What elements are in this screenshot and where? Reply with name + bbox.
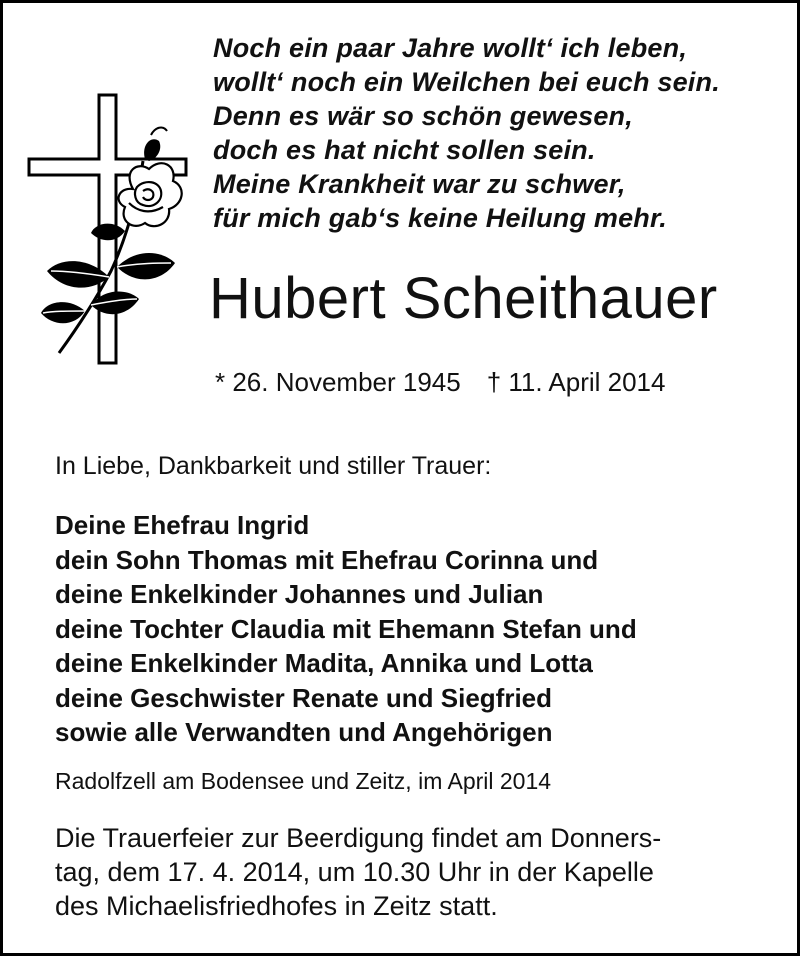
mourner-line: deine Enkelkinder Madita, Annika und Lotta: [55, 648, 593, 678]
poem: [213, 31, 783, 235]
mourner-line: deine Enkelkinder Johannes und Julian: [55, 579, 544, 609]
death-date: † 11. April 2014: [486, 367, 666, 397]
poem-line: wollt‘ noch ein Weilchen bei euch sein.: [213, 67, 720, 97]
deceased-name: Hubert Scheithauer: [209, 266, 718, 331]
poem-line: Noch ein paar Jahre wollt‘ ich leben,: [213, 33, 688, 63]
intro-line: In Liebe, Dankbarkeit und stiller Trauer:: [55, 452, 492, 480]
ceremony-line: des Michaelisfriedhofes in Zeitz statt.: [55, 891, 498, 921]
mourner-line: sowie alle Verwandten und Angehörigen: [55, 717, 553, 747]
ceremony-line: Die Trauerfeier zur Beerdigung findet am Donners-: [55, 823, 662, 853]
funeral-ceremony-info: [55, 821, 795, 923]
life-dates: [215, 367, 665, 398]
mourners-list: [55, 508, 637, 750]
mourner-line: dein Sohn Thomas mit Ehefrau Corinna und: [55, 544, 599, 575]
poem-line: Denn es wär so schön gewesen,: [213, 101, 633, 131]
place-and-date: Radolfzell am Bodensee und Zeitz, im April 2014: [55, 768, 552, 794]
ceremony-line: tag, dem 17. 4. 2014, um 10.30 Uhr in der Kapelle: [55, 857, 654, 887]
mourner-line: deine Geschwister Renate und Siegfried: [55, 682, 553, 713]
mourner-line: Deine Ehefrau Ingrid: [55, 510, 310, 540]
birth-date: * 26. November 1945: [215, 367, 461, 397]
poem-line: für mich gab‘s keine Heilung mehr.: [213, 203, 667, 233]
cross-with-rose-icon: [25, 91, 195, 371]
mourner-line: deine Tochter Claudia mit Ehemann Stefan und: [55, 613, 637, 644]
poem-line: Meine Krankheit war zu schwer,: [213, 169, 626, 199]
poem-line: doch es hat nicht sollen sein.: [213, 135, 596, 165]
